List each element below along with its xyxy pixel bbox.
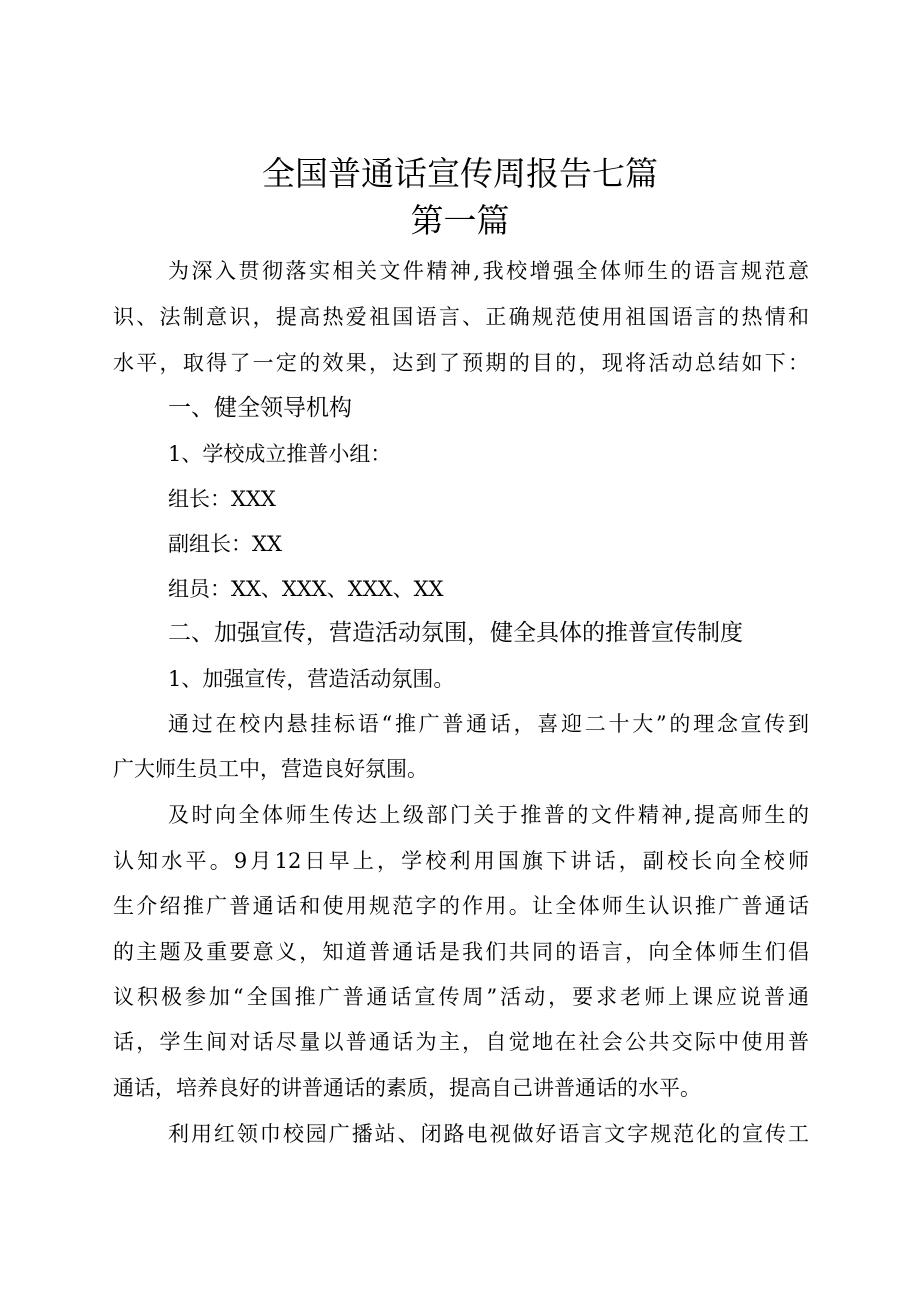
slogan-line-2: 广大师生员工中，营造良好氛围。 [113, 757, 428, 781]
body-line-1: 及时向全体师生传达上级部门关于推普的文件精神,提高师生的 [168, 803, 809, 827]
body-line-4: 的主题及重要意义，知道普通话是我们共同的语言，向全体师生们倡 [113, 940, 809, 964]
intro-line-2: 识、法制意识，提高热爱祖国语言、正确规范使用祖国语言的热情和 [113, 305, 809, 329]
section-heading-2: 二、加强宣传，营造活动氛围，健全具体的推普宣传制度 [168, 620, 743, 646]
body-line-3: 生介绍推广普通话和使用规范字的作用。让全体师生认识推广普通话 [113, 894, 809, 918]
group-members-line: 组员：XX、XXX、XXX、XX [168, 577, 444, 601]
slogan-line-1: 通过在校内悬挂标语“推广普通话，喜迎二十大”的理念宣传到 [168, 712, 809, 736]
broadcast-line-1: 利用红领巾校园广播站、闭路电视做好语言文字规范化的宣传工 [168, 1122, 809, 1146]
subsection-heading-1-1: 1、学校成立推普小组： [168, 442, 392, 466]
section-heading-1: 一、健全领导机构 [168, 395, 352, 421]
body-line-6: 话，学生间对话尽量以普通话为主，自觉地在社会公共交际中使用普 [113, 1030, 809, 1054]
document-subtitle: 第一篇 [410, 201, 510, 240]
intro-line-1: 为深入贯彻落实相关文件精神,我校增强全体师生的语言规范意 [168, 259, 809, 283]
document-title: 全国普通话宣传周报告七篇 [262, 154, 658, 193]
group-leader-line: 组长：XXX [168, 487, 276, 511]
intro-line-3: 水平，取得了一定的效果，达到了预期的目的，现将活动总结如下： [113, 351, 809, 375]
body-line-7: 通话，培养良好的讲普通话的素质，提高自己讲普通话的水平。 [113, 1076, 701, 1100]
body-line-2: 认知水平。9月12日早上，学校利用国旗下讲话，副校长向全校师 [113, 849, 809, 873]
deputy-leader-line: 副组长：XX [168, 532, 282, 556]
body-line-5: 议积极参加“全国推广普通话宣传周”活动，要求老师上课应说普通 [113, 985, 809, 1009]
subsection-heading-2-1: 1、加强宣传，营造活动氛围。 [168, 667, 455, 691]
